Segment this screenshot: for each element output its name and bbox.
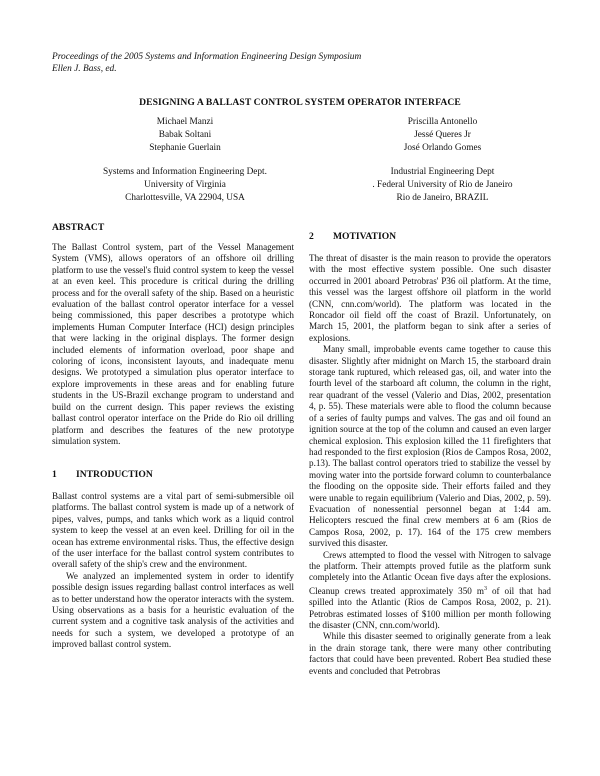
affiliation-left [60, 166, 310, 205]
authors-right [330, 116, 555, 155]
proceedings-line: Proceedings of the 2005 Systems and Information Engineering Design Symposium [52, 52, 362, 62]
section-number: 2 [309, 231, 314, 242]
introduction-body [52, 491, 294, 651]
author-name: Priscilla Antonello [407, 117, 478, 127]
paper-title: DESIGNING A BALLAST CONTROL SYSTEM OPERATOR INTERFACE [139, 97, 461, 108]
author-name: Stephanie Guerlain [149, 143, 221, 153]
paragraph: Many small, improbable events came together to cause this disaster. Slightly after midnight on March 15, the starboard drain storage tank ruptured, which released gas, oil, and water into the fourth level of the starboard aft column, the column in the right, rear quadrant of the vessel (Valerio and Dias, 2002, presentation 4, p. 55). These materials were able to flood the column because of a series of faulty pumps and valves. The gas and oil found an ignition source at the top of the column and caused an even larger chemical explosion. This explosion killed the 11 firefighters that had responded to the first explosion (Rios de Campos Rosa, 2002, p.13). The ballast control operators tried to stabilize the vessel by moving water into the portside forward column to counterbalance the flooding on the opposite side. Their efforts failed and they were unable to regain equilibrium (Valerio and Dias, 2002, p. 59). Evacuation of nonessential personnel began at 1:44 am. Helicopters rescued the final crew members at 6 am (Rios de Campos Rosa, 2002, p. 17). 164 of the 175 crew members survived this disaster. [309, 344, 551, 549]
paragraph: We analyzed an implemented system in order to identify possible design issues regarding ballast control interfaces as well as to better understand how the operator interacts with the system. Using observations as a basis for a heuristic evaluation of the current system and a cognitive task analysis of the activities and needs for such a system, we developed a prototype of an improved ballast control system. [52, 570, 294, 650]
abstract-text: The Ballast Control system, part of the Vessel Management System (VMS), allows operators of an offshore oil drilling platform to use the vessel's fluid control system to keep the vessel at an even keel. This procedure is critical during the drilling process and for the overall safety of the ship. Based on a heuristic evaluation of the ballast control operator interface for a vessel being commissioned, this paper describes a prototype which implements Human Computer Interface (HCI) design principles that were lacking in the original displays. The former design included elements of information overload, poor shape and coloring of icons, inconsistent layouts, and inadequate menu designs. We prototyped a simulation plus operator interface to explore improvements in these areas and for enabling future students in the US-Brazil exchange program to understand and build on the current design. This paper reviews the existing ballast control operator interface on the Pride do Rio oil drilling platform and describes the features of the new prototype simulation system. [52, 242, 294, 446]
affiliation-line: Rio de Janeiro, BRAZIL [396, 193, 489, 203]
author-name: Babak Soltani [158, 130, 212, 140]
section-number: 1 [52, 469, 57, 480]
text-run: Crews attempted to flood the vessel with Nitrogen to salvage the platform. Their attempts proved futile as the platform sunk completely into the Atlantic Ocean five days after the explosions. Cleanup crews treated approximately 350 m [309, 549, 551, 596]
abstract-heading: ABSTRACT [52, 222, 105, 233]
proceedings-header [52, 51, 361, 75]
text-run: of oil that had spilled into the Atlantic (Rios de Campos Rosa, 2002, p. 21). Petrobras estimated losses of $100 million per month following the disaster (CNN, cnn.com/world). [309, 585, 551, 630]
affiliation-line: Systems and Information Engineering Dept. [103, 167, 267, 177]
section-title: MOTIVATION [333, 231, 397, 242]
motivation-heading [309, 231, 396, 242]
author-name: José Orlando Gomes [403, 143, 482, 153]
authors-left [60, 116, 310, 155]
paragraph: Ballast control systems are a vital part of semi-submersible oil platforms. The ballast control system is made up of a network of pipes, valves, pumps, and tanks which work as a liquid control system to keep the vessel at an even keel. Drilling for oil in the ocean has extreme environmental risks. Thus, the effective design of the user interface for the ballast control system contributes to overall safety of the ship's crew and the environment. [52, 491, 294, 570]
abstract-body [52, 242, 294, 447]
affiliation-line: . Federal University of Rio de Janeiro [372, 180, 513, 190]
affiliation-line: Charlottesville, VA 22904, USA [125, 193, 245, 203]
author-name: Jessé Queres Jr [414, 130, 471, 140]
paragraph [309, 550, 551, 632]
editor-line: Ellen J. Bass, ed. [52, 64, 117, 74]
paragraph: The threat of disaster is the main reason to provide the operators with the most effective system possible. One such disaster occurred in 2001 aboard Petrobras' P36 oil platform. At the time, this vessel was the largest offshore oil platform in the world (CNN, cnn.com/world). The platform was located in the Roncador oil field off the coast of Brazil. Unfortunately, on March 15, 2001, the platform began to sink after a series of explosions. [309, 253, 551, 343]
author-name: Michael Manzi [156, 117, 214, 127]
affiliation-right [330, 166, 555, 205]
section-title: INTRODUCTION [76, 469, 153, 480]
affiliation-line: University of Virginia [144, 180, 226, 190]
affiliation-line: Industrial Engineering Dept [390, 167, 495, 177]
introduction-heading [52, 469, 153, 480]
paragraph: While this disaster seemed to originally generate from a leak in the drain storage tank, there were many other contributing factors that could have been prevented. Robert Bea studied these events and concluded that Petrobras [309, 631, 551, 676]
superscript: 3 [483, 585, 487, 592]
motivation-body [309, 253, 551, 677]
